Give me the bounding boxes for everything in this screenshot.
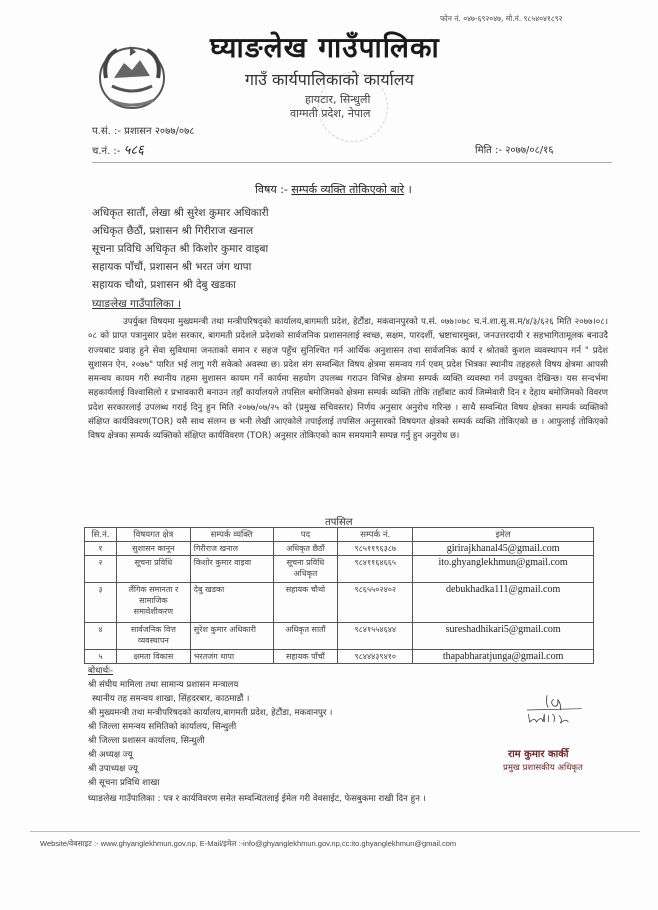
cell-area: क्षमता विकास bbox=[116, 650, 190, 664]
col-header: सम्पर्क नं. bbox=[338, 528, 413, 542]
bodartha-item: स्थानीय तह समन्वय शाखा, सिंहदरबार, काठमाडौं । bbox=[92, 694, 250, 704]
cell-sn: १ bbox=[85, 542, 117, 556]
cell-email: thapabharatjunga@gmail.com bbox=[413, 650, 594, 664]
bodartha-item: घ्याङलेख गाउँपालिका : पत्र र कार्यविवरण समेत सम्वन्धितलाई ईमेल गरी वेवसाईट, फेसबुकमा राखी दिन हुन । bbox=[88, 794, 426, 804]
municipality-title: घ्याङलेख गाउँपालिका bbox=[210, 31, 440, 64]
footer-contact: Website/वेबसाइट :- www.ghyanglekhmun.gov.np, E-Mail/इमेल :-info@ghyanglekhmun.gov.np,cc:ito.ghyanglekhmun@gmail.com bbox=[40, 839, 457, 848]
cell-person: गिरीराज खनाल bbox=[190, 542, 273, 556]
cell-person: सुरेश कुमार अधिकारी bbox=[190, 623, 273, 650]
cell-email: ito.ghyanglekhmun@gmail.com bbox=[413, 556, 594, 583]
table-row bbox=[85, 542, 594, 556]
cell-sn: २ bbox=[85, 556, 117, 583]
nepal-emblem-logo bbox=[92, 38, 172, 113]
table-row bbox=[85, 583, 594, 623]
cell-phone: ९८६५५०२४०२ bbox=[338, 583, 413, 623]
table-row bbox=[85, 556, 594, 583]
addressee: सहायक चौथो, प्रशासन श्री देबु खडका bbox=[92, 279, 236, 291]
col-header: पद bbox=[273, 528, 338, 542]
cell-post: अधिकृत सातौं bbox=[273, 623, 338, 650]
address-line-1: हायटार, सिन्धुली bbox=[305, 93, 371, 106]
cell-email: girirajkhanal45@gmail.com bbox=[413, 542, 594, 556]
bodartha-label: बोधार्थः- bbox=[88, 666, 113, 676]
cell-area: सूचना प्रविधि bbox=[116, 556, 190, 583]
addressee: अधिकृत छैठौं, प्रशासन श्री गिरीराज खनाल bbox=[92, 225, 254, 237]
bodartha-item: श्री संघीय मामिला तथा सामान्य प्रशासन मन्त्रालय bbox=[88, 680, 239, 690]
cell-sn: ५ bbox=[85, 650, 117, 664]
cell-person: भरतजंग थापा bbox=[190, 650, 273, 664]
cell-post: सूचना प्रविधि अधिकृत bbox=[273, 556, 338, 583]
date-value: २०७७/०८/१६ bbox=[505, 145, 554, 156]
table-caption: तपसिल bbox=[325, 517, 353, 528]
header-divider bbox=[92, 162, 612, 163]
subject-end: । bbox=[407, 183, 412, 196]
bodartha-item: श्री सूचना प्रविधि शाखा bbox=[88, 778, 160, 788]
col-header: सम्पर्क व्यक्ति bbox=[190, 528, 273, 542]
cn-value: ५८६ bbox=[123, 143, 144, 158]
cn-label: च.नं. :- bbox=[92, 146, 121, 157]
col-header: विषयगत क्षेत्र bbox=[116, 528, 190, 542]
signatory-name: राम कुमार कार्की bbox=[508, 749, 569, 760]
addressee: सूचना प्रविधि अधिकृत श्री किशोर कुमार वाइबा bbox=[92, 243, 269, 255]
cell-post: सहायक चौथो bbox=[273, 583, 338, 623]
header-phone: फोन नं. ०४७-६९२०४७, मो.नं. ९८५४०४१८९२ bbox=[440, 14, 563, 23]
bodartha-item: श्री जिल्ला प्रशासन कार्यालय, सिन्धुली bbox=[88, 736, 205, 746]
office-name: गाउँ कार्यपालिकाको कार्यालय bbox=[245, 70, 414, 89]
signatory-title: प्रमुख प्रशासकीय अधिकृत bbox=[503, 763, 583, 773]
cell-post: सहायक पाँचौं bbox=[273, 650, 338, 664]
cell-email: sureshadhikari5@gmail.com bbox=[413, 623, 594, 650]
addressee: अधिकृत सातौं, लेखा श्री सुरेश कुमार अधिकारी bbox=[92, 207, 269, 219]
patra-sankhya bbox=[92, 123, 195, 137]
subject-text: सम्पर्क व्यक्ति तोकिएको बारे bbox=[291, 183, 405, 196]
date-label: मिति :- bbox=[475, 145, 503, 156]
cell-phone: ९८४१५५४६४४ bbox=[338, 623, 413, 650]
cell-post: अधिकृत छैठौं bbox=[273, 542, 338, 556]
cell-area: लैंगिक समानता र सामाजिक समावेशीकरण bbox=[116, 583, 190, 623]
organization-line: घ्याङलेख गाउँपालिका । bbox=[92, 298, 182, 310]
subject-line bbox=[255, 182, 412, 197]
cell-phone: ९८५११९६३८७ bbox=[338, 542, 413, 556]
contact-table bbox=[84, 527, 594, 664]
handwritten-signature bbox=[505, 690, 605, 730]
office-stamp bbox=[318, 72, 388, 142]
address-line-2: वाग्मती प्रदेश, नेपाल bbox=[290, 107, 371, 120]
chalani-number bbox=[92, 140, 144, 158]
cell-phone: ९८४११६४६६५ bbox=[338, 556, 413, 583]
cell-person: देबु खडका bbox=[190, 583, 273, 623]
table-row bbox=[85, 623, 594, 650]
bodartha-item: श्री मुख्यमन्त्री तथा मन्त्रीपरिषदको कार्यालय,बागमती प्रदेश, हेटौंडा, मकवानपुर । bbox=[88, 708, 333, 718]
table-header-row bbox=[85, 528, 594, 542]
col-header: इमेल bbox=[413, 528, 594, 542]
bodartha-item: श्री उपाध्यक्ष ज्यू bbox=[88, 764, 138, 774]
cell-email: debukhadka111@gmail.com bbox=[413, 583, 594, 623]
addressee: सहायक पाँचौं, प्रशासन श्री भरत जंग थापा bbox=[92, 261, 252, 273]
ps-label: प.सं. :- bbox=[92, 126, 121, 137]
letter-body: उपर्युक्त विषयमा मुख्यमन्त्री तथा मन्त्रीपरिषद्को कार्यालय,बागमती प्रदेश, हेटौंडा, मकवानपुरको प.सं. ०७७।०७८ च.नं.शा.सु.स.म/४/३/६२६ मिति २०७७।०८।०८ को प्राप्त पत्रानुसार प्रदेश सरकार, बागमती प्रदेशले प्रदेशको सार्वजनिक प्रशासनलाई स्वच्छ, सक्षम, पारदर्शी, भ्रष्टाचारमुक्त, जनउत्तरदायी र सहभागितामूलक बनाउदै राज्यबाट प्रवाह हुने सेवा सुविधामा जनताको समान र सहज पहुँच सुनिश्चित गर्न आर्थिक अनुशासन तथा सार्वजनिक कार्य र श्रोतको कुशल व्यवस्थापन गर्न " प्रदेश सुशासन ऐन, २०७७" पारित भई लागु गरी सकेको अवस्था छ। प्रदेश संग सम्वन्धित विषय क्षेत्रमा समन्वय गर्न एवम् प्रदेश भित्रका स्थानीय तहहरुले विषय क्षेत्रमा आपसी समन्वय कायम गरी स्थानीय तहमा सुशासन कायम गर्ने कार्यमा सहयोग उपलब्ध गराउन विभिन्न क्षेत्रमा सम्पर्क व्यक्ति व्यवस्था गर्न उपयुक्त देखिन्छ। यस सन्दर्भमा सहकार्यलाई विश्वासिलो र प्रभावकारी बनाउन तहाँ कार्यालयले तपसिल बमोजिमको क्षेत्रमा सम्पर्क व्यक्ति तोकि तहाँबाट कार्य जिम्मेवारी दिन र देहाय बमोजिमको विवरण प्रदेश सरकारलाई उपलब्ध गराई दिनु हुन मिति २०७७/०७/२५ को (प्रमुख सचिवस्तर) निर्णय अनुसार अनुरोध गरिन्छ । साथै सम्वन्धित विषय क्षेत्रका सम्पर्क व्यक्तिको संक्षिप्त कार्यविवरण(TOR) यसै साथ संलग्न छ भनी लेखी आएकोले तपाईलाई तपसिल अनुसारको विषयगत क्षेत्रको सम्पर्क व्यक्ति तोकिएको छ । आफुलाई तोकिएको विषय क्षेत्रका सम्पर्क व्यक्तिको संक्षिप्त कार्यविवरण (TOR) अनुसार तोकिएको काम समयमानै सम्पन्न गर्नु हुन अनुरोध छ। bbox=[88, 317, 608, 442]
col-header: सि.नं. bbox=[85, 528, 117, 542]
cell-area: सुशासन कानून bbox=[116, 542, 190, 556]
footer-divider bbox=[30, 831, 640, 832]
cell-sn: ३ bbox=[85, 583, 117, 623]
cell-sn: ४ bbox=[85, 623, 117, 650]
cell-phone: ९८४४४३९४१० bbox=[338, 650, 413, 664]
letter-date bbox=[475, 142, 554, 156]
subject-label: विषय :- bbox=[255, 183, 288, 196]
cell-person: किशोर कुमार वाइवा bbox=[190, 556, 273, 583]
bodartha-item: श्री अध्यक्ष ज्यू bbox=[88, 750, 133, 760]
bodartha-item: श्री जिल्ला समन्वय समितिको कार्यालय, सिन्धुली bbox=[88, 722, 237, 732]
table-row bbox=[85, 650, 594, 664]
cell-area: सार्वजनिक वित्त व्यवस्थापन bbox=[116, 623, 190, 650]
ps-value: प्रशासन २०७७/०७८ bbox=[124, 126, 195, 137]
